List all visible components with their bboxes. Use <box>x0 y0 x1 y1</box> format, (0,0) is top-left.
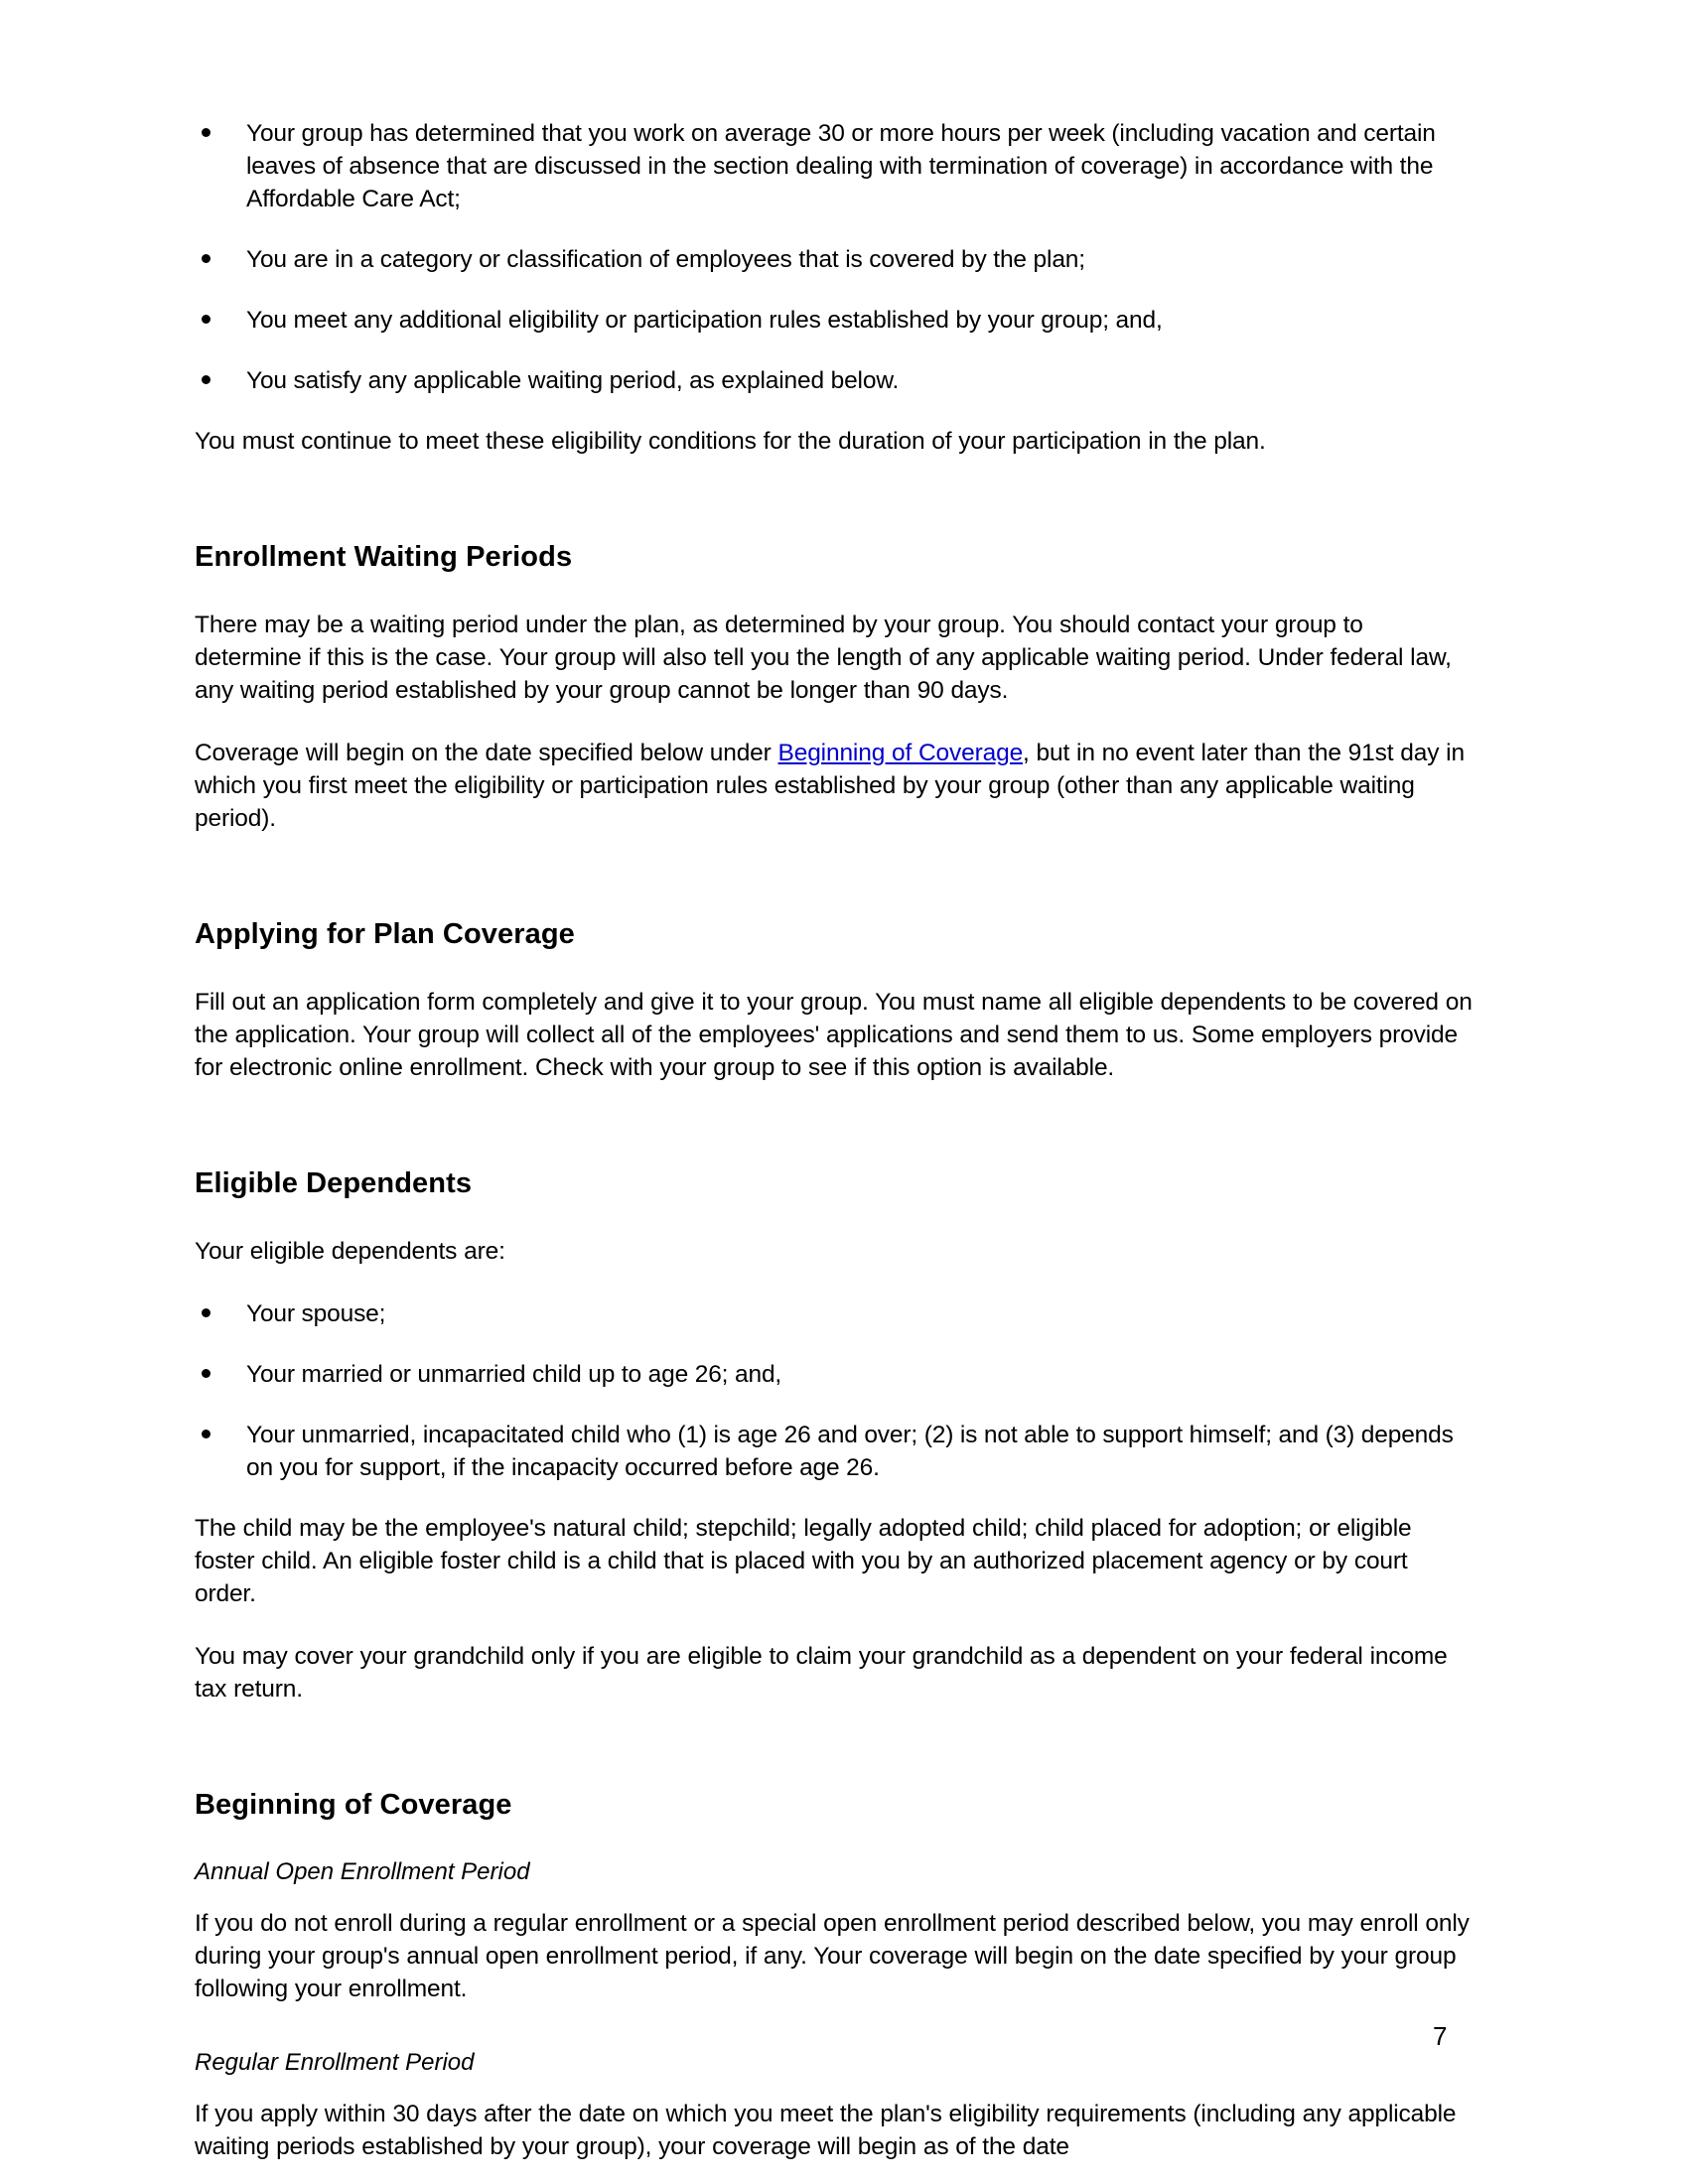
page-content <box>195 117 1476 2184</box>
heading-beginning-of-coverage: Beginning of Coverage <box>195 1789 512 1821</box>
bullet-icon <box>202 315 211 324</box>
regular-enrollment-paragraph: If you apply within 30 days after the date on which you meet the plan's eligibility requirements (including any applicable waiting periods established by your group), your coverage will begin as of the date <box>195 2101 1457 2160</box>
page-number: 7 <box>1433 2021 1448 2051</box>
paragraph-text-after-link: , but in no event later than the 91st day in which you first meet the eligibility or participation rules established by your group (other than any applicable waiting period). <box>195 740 1465 832</box>
list-item-text: Your group has determined that you work on average 30 or more hours per week (including vacation and certain leaves of absence that are discussed in the section dealing with termination of coverage) in accordance with the Affordable Care Act; <box>246 120 1436 212</box>
bullet-icon <box>202 128 211 137</box>
eligibility-bullet-list <box>195 117 1476 397</box>
annual-open-enrollment-paragraph: If you do not enroll during a regular enrollment or a special open enrollment period described below, you may enroll only during your group's annual open enrollment period, if any. Your coverage will begin on the date specified by your group following your enrollment. <box>195 1910 1470 2002</box>
bullet-icon <box>202 1369 211 1378</box>
eligible-dependents-intro: Your eligible dependents are: <box>195 1238 505 1265</box>
spacer <box>195 865 1476 916</box>
spacer <box>195 1735 1476 1787</box>
subheading-regular-enrollment-period: Regular Enrollment Period <box>195 2049 475 2076</box>
spacer <box>195 952 1476 986</box>
eligibility-closing-paragraph: You must continue to meet these eligibility conditions for the duration of your participation in the plan. <box>195 428 1266 455</box>
applying-for-plan-coverage-paragraph: Fill out an application form completely and give it to your group. You must name all eligible dependents to be covered on the application. Your group will collect all of the employees' applications and send them to us. Some employers provide for electronic online enrollment. Check with your group to see if this option is available. <box>195 989 1473 1081</box>
list-item-text: You meet any additional eligibility or participation rules established by your group; and, <box>246 307 1163 334</box>
bullet-icon <box>202 1430 211 1438</box>
list-item-text: You satisfy any applicable waiting period, as explained below. <box>246 367 900 394</box>
heading-eligible-dependents: Eligible Dependents <box>195 1167 473 1199</box>
bullet-icon <box>202 254 211 263</box>
list-item-text: You are in a category or classification of employees that is covered by the plan; <box>246 246 1085 273</box>
list-item-text: Your spouse; <box>246 1300 386 1327</box>
enrollment-waiting-periods-paragraph-1: There may be a waiting period under the plan, as determined by your group. You should contact your group to determine if this is the case. Your group will also tell you the length of any applicable waiting period. Under federal law, any waiting period established by your group cannot be longer than 90 days. <box>195 612 1452 704</box>
list-item-text: Your married or unmarried child up to age 26; and, <box>246 1361 782 1388</box>
spacer <box>195 2078 1476 2098</box>
paragraph-text-before-link: Coverage will begin on the date specified below under <box>195 740 778 766</box>
list-item <box>195 117 1476 215</box>
heading-applying-for-plan-coverage: Applying for Plan Coverage <box>195 918 575 950</box>
list-item <box>195 364 1476 397</box>
spacer <box>195 487 1476 539</box>
eligible-dependents-paragraph-2: You may cover your grandchild only if you are eligible to claim your grandchild as a dependent on your federal income tax return. <box>195 1643 1448 1703</box>
heading-enrollment-waiting-periods: Enrollment Waiting Periods <box>195 541 573 573</box>
spacer <box>195 2035 1476 2047</box>
list-item <box>195 243 1476 276</box>
spacer <box>195 1823 1476 1856</box>
spacer <box>195 1887 1476 1907</box>
list-item-text: Your unmarried, incapacitated child who (1) is age 26 and over; (2) is not able to support himself; and (3) depends on you for support, if the incapacity occurred before age 26. <box>246 1422 1454 1481</box>
list-item <box>195 1358 1476 1391</box>
eligible-dependents-paragraph-1: The child may be the employee's natural child; stepchild; legally adopted child; child placed for adoption; or eligible foster child. An eligible foster child is a child that is placed with you by an authorized placement agency or by court order. <box>195 1515 1412 1607</box>
beginning-of-coverage-link[interactable]: Beginning of Coverage <box>777 740 1024 766</box>
spacer <box>195 1114 1476 1165</box>
bullet-icon <box>202 1308 211 1317</box>
spacer <box>195 1201 1476 1235</box>
eligible-dependents-bullet-list <box>195 1297 1476 1484</box>
list-item <box>195 304 1476 337</box>
subheading-annual-open-enrollment-period: Annual Open Enrollment Period <box>195 1858 530 1885</box>
bullet-icon <box>202 375 211 384</box>
spacer <box>195 575 1476 609</box>
list-item <box>195 1297 1476 1330</box>
list-item <box>195 1419 1476 1484</box>
enrollment-waiting-periods-paragraph-2 <box>195 737 1476 835</box>
